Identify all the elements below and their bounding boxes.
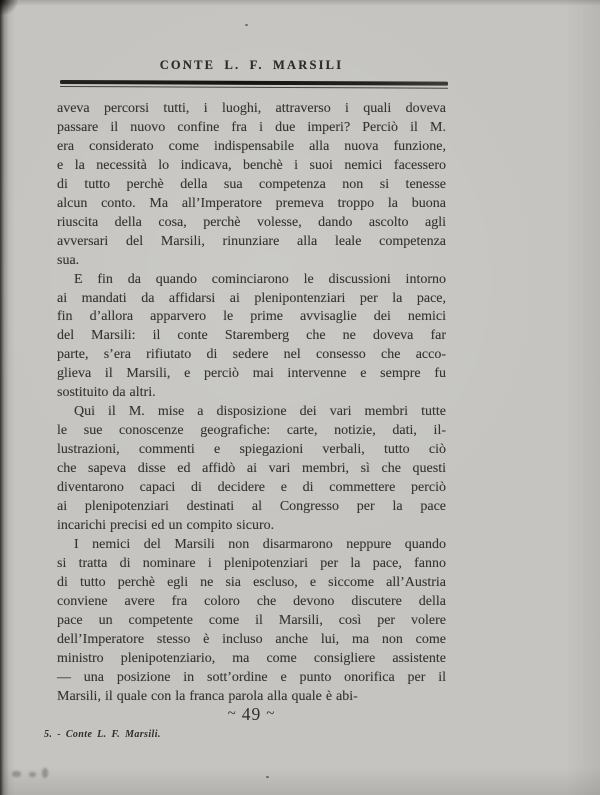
page-number-decor-left: ~	[227, 706, 237, 722]
text-line: le sue conoscenze geografiche: carte, notizie, dati, il-	[57, 423, 446, 439]
text-line: era considerato come indispensabile alla nuova funzione,	[57, 138, 446, 154]
header-rule-thin	[60, 86, 448, 89]
text-line: parte, s’era rifiutato di sedere nel consesso che acco-	[57, 347, 446, 363]
text-line: fin d’allora apparvero le prime avvisaglie dei nemici	[57, 309, 446, 325]
scan-speck	[266, 776, 269, 778]
text-line: avversari del Marsili, rinunziare alla leale competenza	[57, 233, 446, 249]
text-line: riuscita della cosa, perchè volesse, dando ascolto agli	[57, 214, 446, 230]
scan-smudge	[29, 772, 36, 777]
text-line: E fin da quando cominciarono le discussioni intorno	[74, 271, 446, 287]
text-line: — una posizione in sott’ordine e punto onorifica per il	[57, 669, 446, 685]
text-line: conviene avere fra coloro che devono discutere della	[57, 593, 446, 609]
text-line: diventarono capaci di decidere e di commettere perciò	[57, 480, 446, 496]
text-line: glieva il Marsili, e perciò mai intervenne e sempre fu	[57, 366, 446, 382]
running-header: CONTE L. F. MARSILI	[159, 58, 344, 72]
text-line: del Marsili: il conte Staremberg che ne doveva far	[57, 328, 446, 344]
text-line: pace un competente come il Marsili, così per volere	[57, 612, 446, 628]
text-line: sua.	[57, 252, 80, 268]
text-line: Qui il M. mise a disposizione dei vari membri tutte	[74, 404, 446, 420]
text-line: di tutto perchè della sua competenza non si tenesse	[57, 176, 446, 192]
scan-speck	[245, 24, 248, 26]
page-number-decor-right: ~	[266, 706, 276, 722]
volume-signature-note: 5. - Conte L. F. Marsili.	[44, 729, 161, 740]
text-line: passare il nuovo confine fra i due imperi? Perciò il M.	[57, 119, 446, 135]
text-line: aveva percorsi tutti, i luoghi, attraverso i quali doveva	[57, 101, 446, 116]
page-number	[57, 704, 446, 725]
text-line: ministro plenipotenziario, ma come consigliere assistente	[57, 650, 446, 666]
text-line: dell’Imperatore stesso è incluso anche lui, ma non come	[57, 631, 446, 647]
text-line: I nemici del Marsili non disarmarono neppure quando	[74, 536, 446, 552]
body-text	[57, 100, 446, 707]
text-line: lustrazioni, commenti e spiegazioni verbali, tutto ciò	[57, 442, 446, 458]
text-line: Marsili, il quale con la franca parola alla quale è abi-	[57, 688, 358, 704]
scan-corner-shadow	[0, 0, 18, 15]
header-rule	[60, 80, 448, 89]
text-line: che sapeva disse ed affidò ai vari membri, sì che questi	[57, 461, 446, 477]
text-line: ai plenipotenziari destinati al Congresso per la pace	[57, 499, 446, 515]
page-number-value: 49	[241, 704, 262, 724]
header-rule-thick	[60, 80, 448, 85]
text-line: alcun conto. Ma all’Imperatore premeva troppo la buona	[57, 195, 446, 211]
text-line: si tratta di nominare i plenipotenziari per la pace, fanno	[57, 555, 446, 571]
text-line: ai mandati da affidarsi ai plenipontenziari per la pace,	[57, 290, 446, 306]
scan-smudge	[12, 771, 21, 777]
text-line: incarichi precisi ed un compito sicuro.	[57, 517, 275, 533]
text-line: sostituito da altri.	[57, 385, 156, 401]
text-line: e la necessità lo indicava, benchè i suoi nemici facessero	[57, 157, 446, 173]
scan-smudge	[42, 768, 48, 778]
text-line: di tutto perchè egli ne sia escluso, e siccome all’Austria	[57, 574, 446, 590]
